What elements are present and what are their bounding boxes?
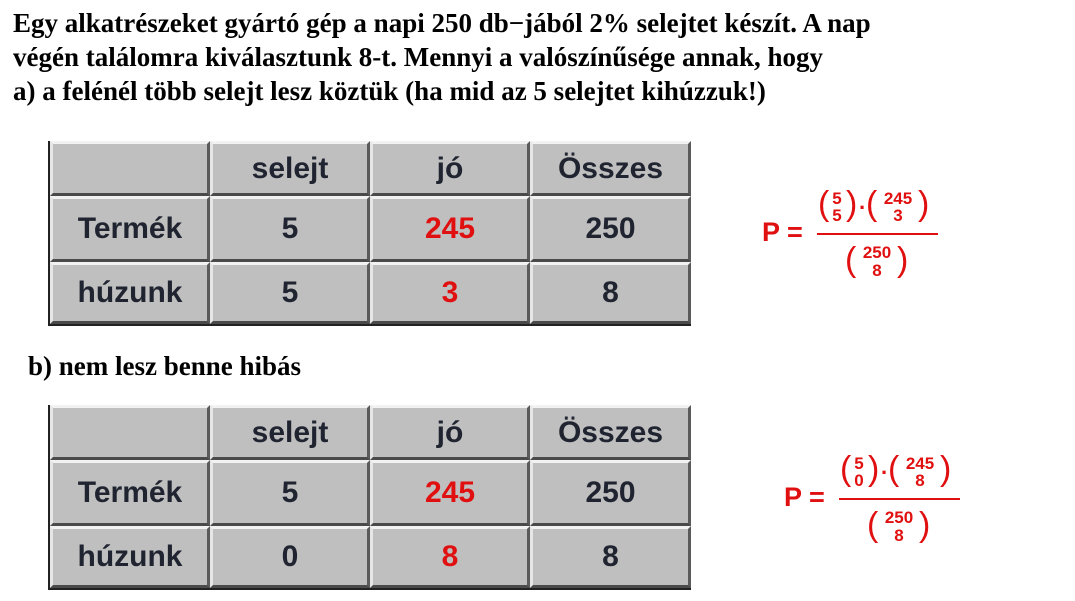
paren-open-icon: ( bbox=[818, 185, 830, 223]
paren-open-icon: ( bbox=[866, 185, 878, 223]
cell-termek-selejt: 5 bbox=[210, 460, 370, 526]
problem-line-1: Egy alkatrészeket gyártó gép a napi 250 db−jából 2% selejtet készít. A nap bbox=[13, 8, 871, 38]
binom1-bottom: 0 bbox=[854, 471, 864, 490]
problem-line-2: végén találomra kiválasztunk 8-t. Mennyi a valószínűsége annak, hogy bbox=[13, 42, 824, 72]
table-part-a bbox=[48, 141, 691, 326]
paren-close-icon: ) bbox=[918, 185, 930, 223]
binom2-top: 245 bbox=[905, 454, 935, 473]
table-header-osszes: Összes bbox=[530, 141, 691, 196]
paren-open-icon: ( bbox=[867, 506, 879, 544]
cell-huzunk-osszes: 8 bbox=[530, 526, 691, 588]
problem-statement bbox=[13, 6, 1068, 108]
problem-line-3: a) a felénél több selejt lesz köztük (ha mid az 5 selejtet kihúzzuk!) bbox=[13, 76, 766, 106]
cell-huzunk-selejt: 0 bbox=[210, 526, 370, 588]
cell-huzunk-selejt: 5 bbox=[210, 262, 370, 324]
table-header-jo: jó bbox=[370, 141, 530, 196]
binom-den-top: 250 bbox=[884, 508, 914, 527]
row-label-huzunk: húzunk bbox=[50, 526, 210, 588]
part-b-label: b) nem lesz benne hibás bbox=[28, 351, 302, 381]
binom-den-bottom: 8 bbox=[872, 261, 882, 280]
paren-open-icon: ( bbox=[845, 241, 857, 279]
multiply-dot-icon: · bbox=[881, 460, 889, 485]
formula-lhs: P = bbox=[784, 482, 825, 512]
table-header-selejt: selejt bbox=[210, 141, 370, 196]
row-label-termek: Termék bbox=[50, 196, 210, 262]
table-header-jo: jó bbox=[370, 405, 530, 460]
cell-termek-osszes: 250 bbox=[530, 460, 691, 526]
binom-den-top: 250 bbox=[862, 243, 892, 262]
formula-part-b bbox=[784, 450, 964, 550]
paren-close-icon: ) bbox=[846, 185, 858, 223]
paren-close-icon: ) bbox=[868, 450, 880, 488]
paren-close-icon: ) bbox=[940, 450, 952, 488]
table-part-b bbox=[48, 405, 691, 590]
binom1-top: 5 bbox=[854, 454, 864, 473]
row-label-huzunk: húzunk bbox=[50, 262, 210, 324]
cell-huzunk-jo: 3 bbox=[370, 262, 530, 324]
binom1-top: 5 bbox=[832, 189, 842, 208]
cell-huzunk-osszes: 8 bbox=[530, 262, 691, 324]
binom2-bottom: 3 bbox=[893, 206, 903, 225]
multiply-dot-icon: · bbox=[859, 195, 867, 220]
cell-termek-selejt: 5 bbox=[210, 196, 370, 262]
binom-den-bottom: 8 bbox=[894, 526, 904, 545]
paren-open-icon: ( bbox=[840, 450, 852, 488]
table-header-corner bbox=[50, 405, 210, 460]
paren-close-icon: ) bbox=[919, 506, 931, 544]
cell-huzunk-jo: 8 bbox=[370, 526, 530, 588]
binom1-bottom: 5 bbox=[832, 206, 842, 225]
cell-termek-jo: 245 bbox=[370, 196, 530, 262]
binom2-top: 245 bbox=[883, 189, 913, 208]
cell-termek-jo: 245 bbox=[370, 460, 530, 526]
table-header-selejt: selejt bbox=[210, 405, 370, 460]
cell-termek-osszes: 250 bbox=[530, 196, 691, 262]
formula-lhs: P = bbox=[762, 217, 803, 247]
row-label-termek: Termék bbox=[50, 460, 210, 526]
formula-part-a bbox=[762, 185, 942, 285]
paren-close-icon: ) bbox=[897, 241, 909, 279]
binom2-bottom: 8 bbox=[915, 471, 925, 490]
table-header-osszes: Összes bbox=[530, 405, 691, 460]
table-header-corner bbox=[50, 141, 210, 196]
paren-open-icon: ( bbox=[888, 450, 900, 488]
